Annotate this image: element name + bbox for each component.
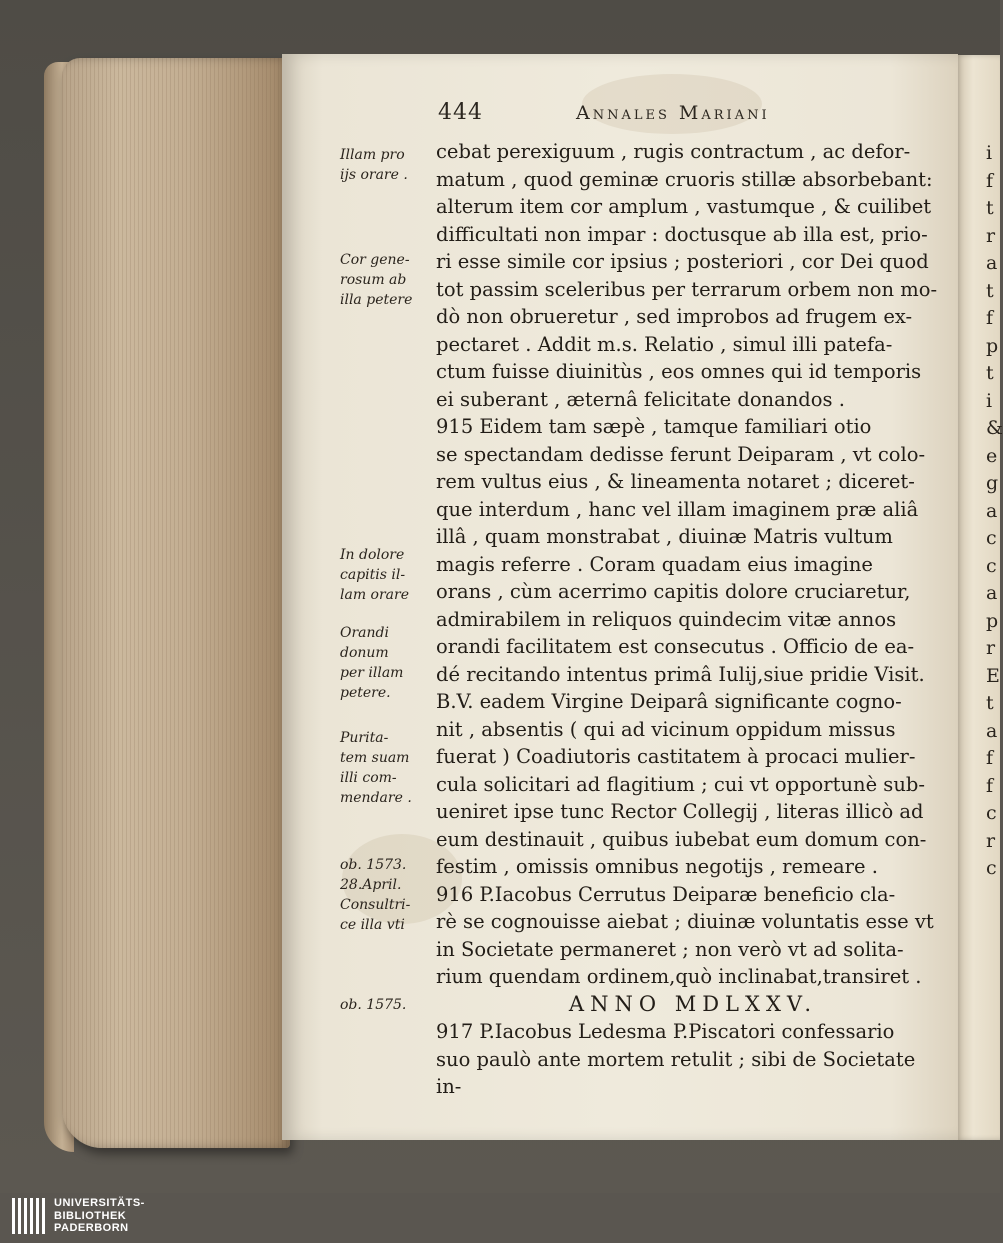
text-line: suo paulò ante mortem retulit ; sibi de Societate [436,1047,916,1071]
facing-page-letter: c [986,554,997,577]
text-line: tot passim sceleribus per terrarum orbem non mo- [436,277,938,301]
text-line: dé recitando intentus primâ Iulij,siue pridie Visit. [436,662,925,686]
margin-note-line: ob. 1573. [340,857,407,873]
margin-note-line: lam orare [340,587,409,603]
facing-page-letter: p [986,609,999,632]
text-line: 915 Eidem tam sæpè , tamque familiari otio [436,415,872,438]
margin-note [340,623,440,703]
running-head [438,100,838,128]
text-line: ueniret ipse tunc Rector Collegij , literas illicò ad [436,800,924,823]
margin-note-line: donum [340,645,389,661]
facing-page-letter: & [986,417,1003,439]
facing-page-letter: r [986,829,996,852]
text-line: orans , cùm acerrimo capitis dolore cruciaretur, [436,580,911,603]
margin-note-line: capitis il- [340,567,406,583]
facing-page-letter: r [986,224,996,247]
facing-page-letter: p [986,334,999,357]
facing-page-letter: c [986,802,997,824]
margin-note-line: per illam [340,665,404,681]
margin-note-line: petere. [340,685,391,701]
facing-page-letter: a [986,499,998,522]
text-line: magis referre . Coram quadam eius imagine [436,552,873,576]
facing-page-letter: t [986,362,994,384]
text-line: ctum fuisse diuinitùs , eos omnes qui id temporis [436,360,922,383]
facing-page-letter: i [986,142,993,164]
page-number: 444 [438,100,483,125]
text-line: matum , quod geminæ cruoris stillæ absorbebant: [436,167,933,191]
margin-note [340,545,440,605]
margin-note-line: ce illa vti [340,917,405,933]
margin-note [340,995,440,1015]
margin-note-line: rosum ab [340,272,407,288]
text-line: orandi facilitatem est consecutus . Officio de ea- [436,635,915,658]
text-line: difficultati non impar : doctusque ab illa est, prio- [436,222,928,246]
margin-note-line: tem suam [340,750,410,766]
text-line: 916 P.Iacobus Cerrutus Deiparæ beneficio cla- [436,882,896,906]
text-line: ei suberant , æternâ felicitate donandos . [436,387,845,411]
facing-page-letter: E [986,664,1000,687]
library-name-line: PADERBORN [54,1222,129,1234]
text-line: rè se cognouisse aiebat ; diuinæ voluntatis esse vt [436,910,934,933]
text-line: rem vultus eius , & lineamenta notaret ; diceret- [436,470,915,493]
text-line: fuerat ) Coadiutoris castitatem à procaci mulier- [436,745,916,768]
text-line: pectaret . Addit m.s. Relatio , simul illi patefa- [436,332,893,356]
facing-page-letter: f [986,307,994,329]
text-line: dò non obrueretur , sed improbos ad frugem ex- [436,305,913,328]
text-line: rium quendam ordinem,quò inclinabat,transiret . [436,965,922,988]
running-title: Annales Mariani [576,102,770,124]
text-line: in- [436,1075,462,1098]
facing-page-letter: t [986,279,994,302]
library-name-line: BIBLIOTHEK [54,1209,127,1222]
text-line: festim , omissis omnibus negotijs , remeare . [436,855,878,878]
library-name-line: UNIVERSITÄTS- [54,1197,145,1209]
text-line: se spectandam dedisse ferunt Deiparam , vt colo- [436,442,926,466]
facing-page-letter: a [986,582,998,604]
text-line: nit , absentis ( qui ad vicinum oppidum missus [436,717,896,741]
margin-note-line: In dolore [340,547,405,563]
library-logo-icon [12,1198,50,1234]
facing-page-letter: r [986,637,996,659]
facing-page-letter: t [986,197,994,219]
facing-page-letter: f [986,774,994,797]
text-line: illâ , quam monstrabat , diuinæ Matris vultum [436,525,893,548]
margin-note-line: illi com- [340,770,397,786]
text-line: que interdum , hanc vel illam imaginem præ aliâ [436,497,919,521]
facing-page-letter: g [986,472,999,494]
margin-note-line: Illam pro [340,147,405,163]
facing-page-letter: i [986,389,993,412]
library-footer [0,1193,1000,1243]
main-text [436,138,950,1101]
text-line: eum destinauit , quibus iubebat eum domum con- [436,827,927,851]
margin-note-line: Cor gene- [340,252,410,268]
margin-note-line: 28.April. [340,877,402,893]
margin-note-line: mendare . [340,790,412,806]
text-line: 917 P.Iacobus Ledesma P.Piscatori confessario [436,1020,895,1043]
facing-page-letter: a [986,252,998,274]
facing-page-letter: c [986,857,997,879]
text-line: cula solicitari ad flagitium ; cui vt opportunè sub- [436,772,925,796]
margin-note-line: Purita- [340,730,389,746]
facing-page-letter: a [986,719,998,742]
facing-page-letter: f [986,747,994,769]
facing-page-letter: t [986,692,994,714]
margin-note [340,250,440,310]
margin-note [340,145,440,185]
margin-note [340,855,440,935]
facing-page-letter: f [986,169,994,192]
text-line: in Societate permaneret ; non verò vt ad solita- [436,937,904,961]
text-line: alterum item cor amplum , vastumque , & cuilibet [436,195,932,218]
margin-note-line: ijs orare . [340,167,408,183]
year-heading: ANNO MDLXXV. [568,991,818,1016]
margin-note [340,728,440,808]
facing-page-letter: e [986,444,998,467]
text-line: B.V. eadem Virgine Deiparâ significante cogno- [436,690,902,713]
text-line: cebat perexiguum , rugis contractum , ac defor- [436,140,911,163]
text-line: ri esse simile cor ipsius ; posteriori , cor Dei quod [436,250,929,273]
facing-page-letters [986,140,1003,883]
margin-note-line: Orandi [340,625,389,641]
book-fore-edge [62,58,290,1148]
library-name [54,1197,145,1235]
margin-note-line: illa petere [340,292,413,308]
facing-page-letter: c [986,527,997,549]
margin-note-line: ob. 1575. [340,997,407,1013]
margin-note-line: Consultri- [340,897,411,913]
text-line: admirabilem in reliquos quindecim vitæ annos [436,607,897,631]
